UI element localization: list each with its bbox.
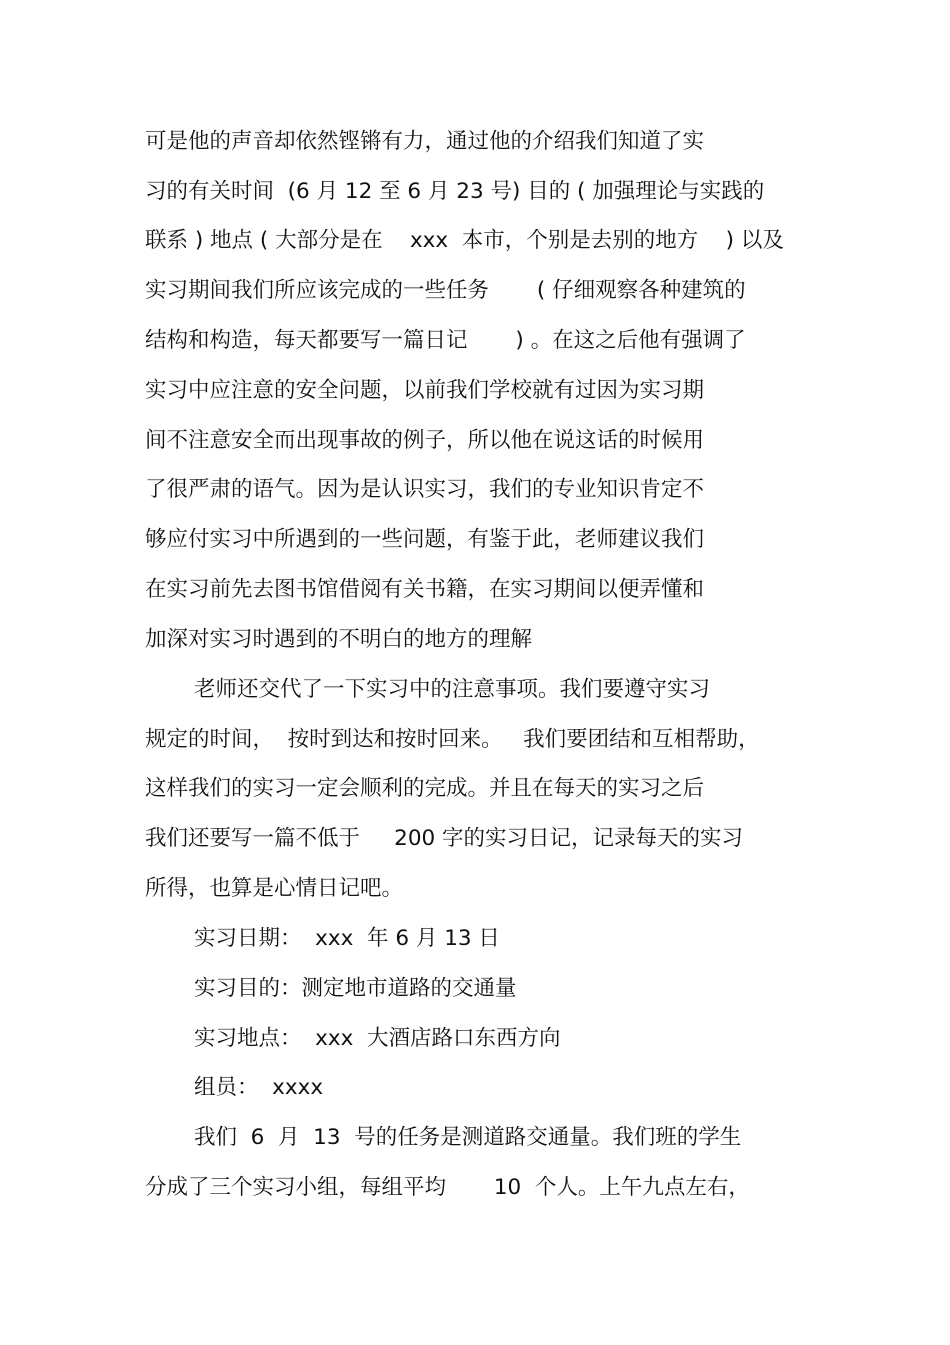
paragraph-start-line: 我们 6 月 13 号的任务是测道路交通量。我们班的学生 bbox=[194, 1125, 742, 1150]
text-line: 间不注意安全而出现事故的例子，所以他在说这话的时候用 bbox=[145, 428, 705, 453]
text-line: 在实习前先去图书馆借阅有关书籍，在实习期间以便弄懂和 bbox=[145, 577, 705, 602]
text-line: 联系 ) 地点 ( 大部分是在 xxx 本市，个别是去别的地方 ) 以及 bbox=[145, 228, 784, 253]
text-line: 了很严肃的语气。因为是认识实习，我们的专业知识肯定不 bbox=[145, 477, 705, 502]
text-line: 够应付实习中所遇到的一些问题，有鉴于此，老师建议我们 bbox=[145, 527, 705, 552]
practice-location-line: 实习地点： xxx 大酒店路口东西方向 bbox=[194, 1026, 561, 1051]
text-line: 实习期间我们所应该完成的一些任务 ( 仔细观察各种建筑的 bbox=[145, 278, 746, 303]
text-line: 所得，也算是心情日记吧。 bbox=[145, 876, 404, 901]
text-line: 实习中应注意的安全问题，以前我们学校就有过因为实习期 bbox=[145, 378, 705, 403]
paragraph-start-line: 老师还交代了一下实习中的注意事项。我们要遵守实习 bbox=[194, 677, 711, 702]
text-line: 我们还要写一篇不低于 200 字的实习日记，记录每天的实习 bbox=[145, 826, 744, 851]
text-line: 规定的时间， 按时到达和按时回来。 我们要团结和互相帮助， bbox=[145, 727, 760, 752]
text-line: 可是他的声音却依然铿锵有力，通过他的介绍我们知道了实 bbox=[145, 129, 705, 154]
text-line: 分成了三个实习小组，每组平均 10 个人。上午九点左右， bbox=[145, 1175, 750, 1200]
text-line: 习的有关时间 (6 月 12 至 6 月 23 号) 目的 ( 加强理论与实践的 bbox=[145, 179, 765, 204]
practice-purpose-line: 实习目的：测定地市道路的交通量 bbox=[194, 976, 517, 1001]
practice-date-line: 实习日期： xxx 年 6 月 13 日 bbox=[194, 926, 500, 951]
text-line: 结构和构造，每天都要写一篇日记 ) 。在这之后他有强调了 bbox=[145, 328, 746, 353]
members-line: 组员： xxxx bbox=[194, 1075, 324, 1100]
text-line: 这样我们的实习一定会顺利的完成。并且在每天的实习之后 bbox=[145, 776, 705, 801]
text-line: 加深对实习时遇到的不明白的地方的理解 bbox=[145, 627, 533, 652]
